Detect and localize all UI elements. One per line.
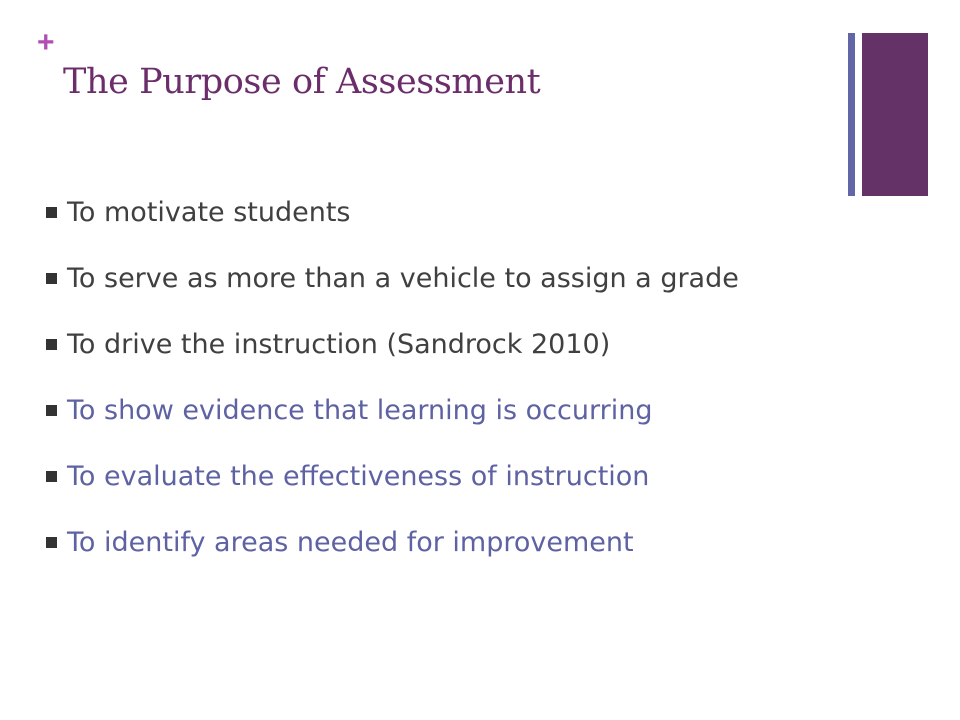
slide-title: The Purpose of Assessment — [63, 62, 541, 102]
decorative-bar-thin — [848, 33, 855, 196]
bullet-item — [46, 194, 826, 232]
plus-icon: + — [37, 26, 55, 59]
bullet-text: To show evidence that learning is occurring — [67, 395, 653, 426]
square-bullet-icon — [46, 471, 57, 482]
square-bullet-icon — [46, 537, 57, 548]
square-bullet-icon — [46, 405, 57, 416]
square-bullet-icon — [46, 339, 57, 350]
bullet-item — [46, 524, 826, 562]
bullet-item — [46, 260, 826, 298]
bullet-text: To motivate students — [67, 197, 351, 228]
bullet-text: To evaluate the effectiveness of instruction — [67, 461, 650, 492]
bullet-item — [46, 458, 826, 496]
bullet-text: To serve as more than a vehicle to assign a grade — [67, 263, 739, 294]
bullet-text: To identify areas needed for improvement — [67, 527, 634, 558]
square-bullet-icon — [46, 273, 57, 284]
bullet-list — [46, 194, 826, 590]
bullet-text: To drive the instruction (Sandrock 2010) — [67, 329, 611, 360]
square-bullet-icon — [46, 207, 57, 218]
bullet-item — [46, 392, 826, 430]
bullet-item — [46, 326, 826, 364]
decorative-bar-thick — [862, 33, 928, 196]
